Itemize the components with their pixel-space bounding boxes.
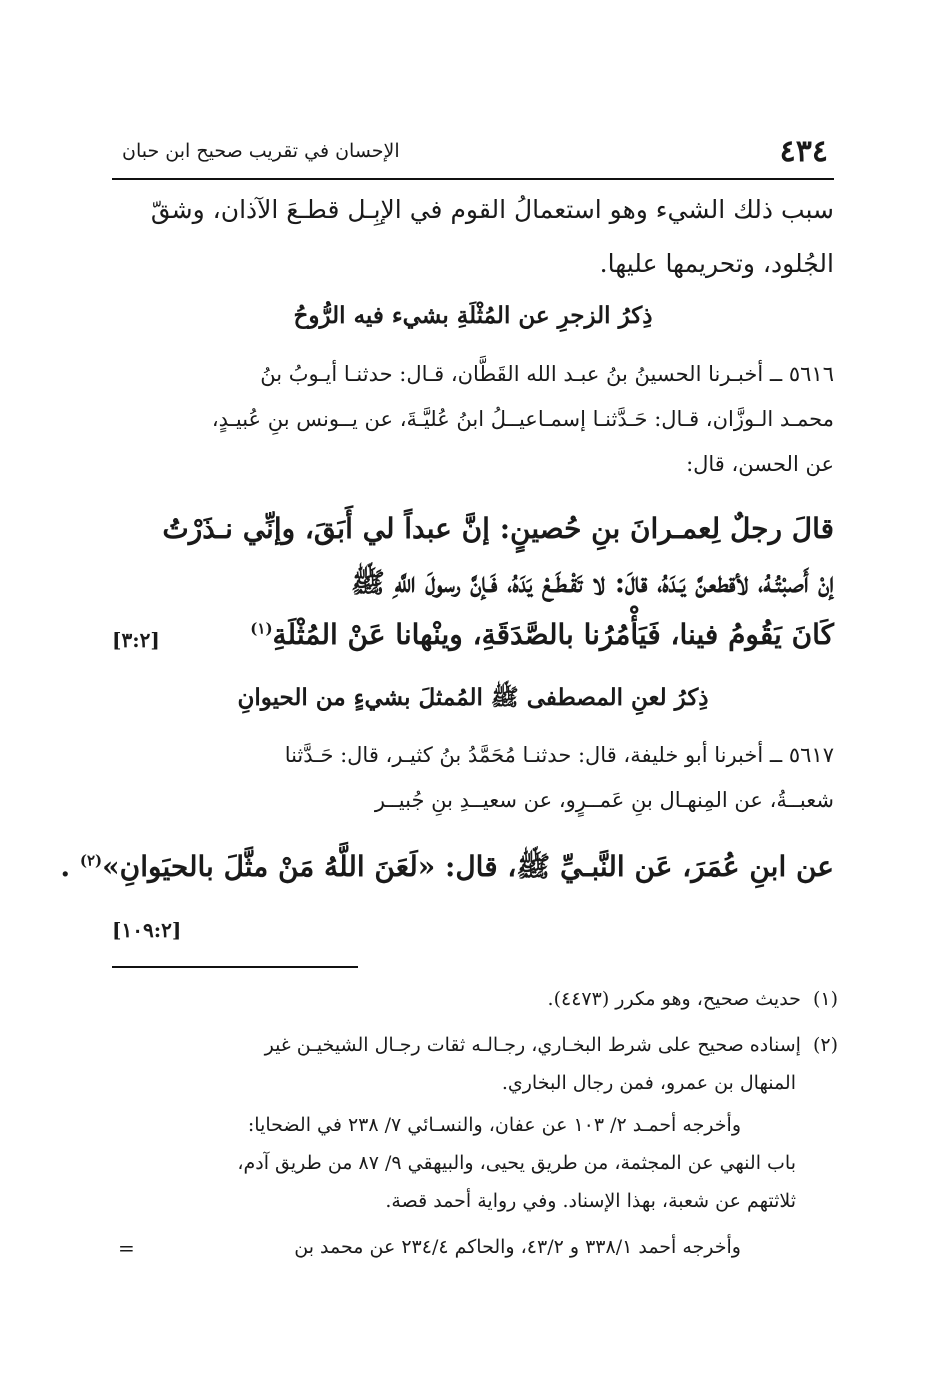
isnad-line: شعبــةُ، عن المِنهـال بنِ عَمــرٍو، عن سعيــدِ بنِ جُبيــر — [374, 788, 834, 812]
running-title: الإحسان في تقريب صحيح ابن حبان — [122, 140, 400, 162]
matn-text: عن ابنِ عُمَرَ، عَن النَّبـيِّ ﷺ، قال: «لَعَنَ اللَّهُ مَنْ مثَّلَ بالحيَوانِ» — [102, 850, 834, 883]
section-heading: ذِكرُ الزجرِ عن المُثْلَةِ بشيء فيه الرُّوحُ — [293, 302, 653, 329]
footnote-marker: (١) — [250, 619, 273, 638]
footnote-text: وأخرجه أحمـد ٢/ ١٠٣ عن عفان، والنسـائي ٧/ ٢٣٨ في الضحايا: — [247, 1114, 741, 1136]
footnote-text: باب النهي عن المجثمة، من طريق يحيى، والبيهقي ٩/ ٨٧ من طريق آدم، — [237, 1152, 796, 1174]
isnad-line: عن الحسن، قال: — [686, 452, 834, 476]
page-header — [112, 128, 834, 180]
page-number: ٤٣٤ — [779, 134, 828, 169]
isnad-line: ٥٦١٧ ــ أخبرنا أبو خليفة، قال: حدثنـا مُحَمَّدُ بنُ كثيـر، قال: حَـدَّثنا — [284, 743, 834, 767]
footnote-number: (٢) — [812, 1034, 838, 1056]
matn-text: كَانَ يَقُومُ فينا، فَيَأْمُرُنا بالصَّدَقَةِ، وينْهانا عَنْ المُثْلَةِ — [272, 618, 834, 651]
footnote-number: (١) — [812, 988, 838, 1010]
matn-line: قالَ رجلٌ لِعمـرانَ بنِ حُصينٍ: إنَّ عبداً لي أَبَقَ، وإنِّي نـذَرْتُ — [162, 512, 834, 545]
isnad-line: ٥٦١٦ ــ أخبـرنا الحسينُ بنُ عبـد الله القَطَّان، قـال: حدثنـا أيـوبُ بنُ — [260, 362, 834, 386]
intro-line: سبب ذلك الشيء وهو استعمالُ القوم في الإبِـل قطـعَ الآذان، وشقّ — [150, 195, 834, 224]
footnote-text: وأخرجه أحمد ٣٣٨/١ و ٤٣/٢، والحاكم ٢٣٤/٤ عن محمد بن — [294, 1236, 741, 1258]
footnote-text: ثلاثتهم عن شعبة، بهذا الإسناد. وفي رواية أحمد قصة. — [385, 1190, 796, 1212]
intro-line: الجُلود، وتحريمها عليها. — [599, 249, 834, 278]
continuation-mark: = — [118, 1236, 135, 1260]
footnote-text: حديث صحيح، وهو مكرر (٤٤٧٣). — [547, 988, 801, 1010]
hadith-reference: [١٠٩:٢] — [112, 918, 182, 942]
matn-line: إنْ أَصبْتُـهُ، لأقطعنَّ يَـدَهُ، قالَ: لا تَقْـطَـعْ يَدَهُ، فَـإنَّ رسولَ اللَّهِ ﷺ — [350, 566, 834, 599]
isnad-line: محمـد الـوزَّان، قـال: حَـدَّثنـا إسمـاعيــلُ ابنُ عُليَّـةَ، عن يــونس بنِ عُبيـدٍ، — [211, 407, 834, 431]
footnote — [112, 1034, 838, 1056]
section-heading: ذِكرُ لعنِ المصطفى ﷺ المُمثلَ بشيءٍ من الحيوانِ — [237, 684, 709, 711]
footnote-text: المنهال بن عمرو، فمن رجال البخاري. — [501, 1072, 796, 1094]
hadith-reference: [٣:٢] — [112, 628, 160, 652]
matn-line — [250, 618, 834, 651]
footnote — [112, 988, 838, 1010]
matn-line: عن ابنِ عُمَرَ، عَن النَّبـيِّ ﷺ، قال: «لَعَنَ اللَّهُ مَنْ مثَّلَ بالحيَوانِ»$^{(٢)}$ . — [60, 850, 834, 883]
footnote-text: إسناده صحيح على شرط البخـاري، رجـالـه ثقات رجـال الشيخيـن غير — [264, 1034, 801, 1056]
footnote-marker: (٢) — [79, 851, 103, 870]
footnote-divider — [112, 966, 358, 968]
